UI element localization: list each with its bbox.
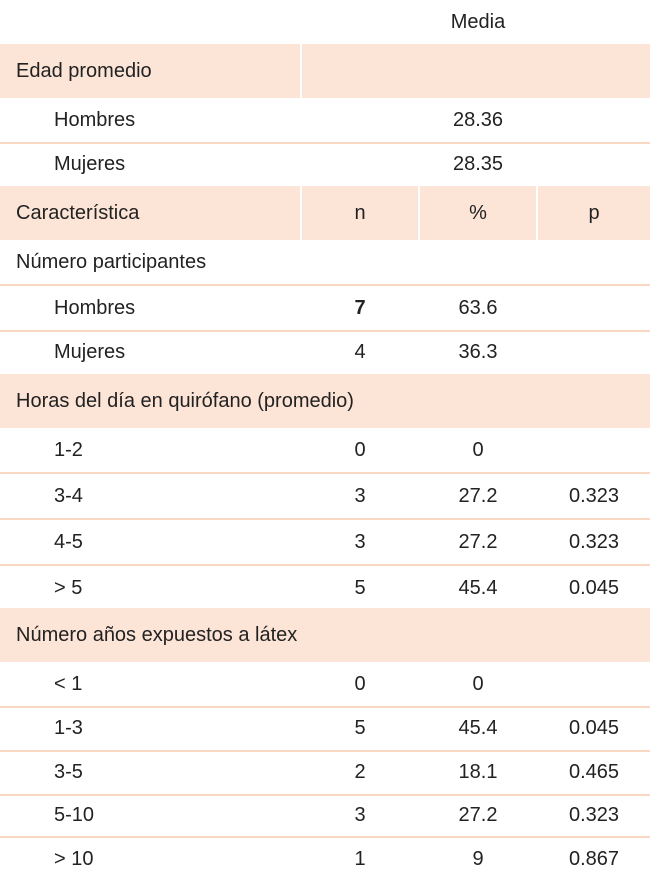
table-row	[0, 750, 650, 796]
p-value: 0.045	[568, 576, 620, 599]
header-caracteristica: Característica	[16, 201, 140, 224]
pct-value: 0	[472, 438, 484, 461]
header-p: p	[588, 201, 600, 224]
n-value: 1	[354, 847, 366, 870]
pct-value: 0	[472, 672, 484, 695]
table-row	[0, 706, 650, 752]
table-row	[0, 794, 650, 838]
n-value: 3	[354, 530, 366, 553]
section-horas-quirofano	[0, 374, 650, 428]
pct-value: 45.4	[458, 716, 498, 739]
table-row	[0, 662, 650, 708]
n-value: 0	[354, 672, 366, 695]
section-title: Número años expuestos a látex	[16, 623, 298, 646]
section-anios-latex	[0, 608, 650, 662]
table-row	[0, 330, 650, 374]
pct-value: 36.3	[458, 340, 498, 363]
row-label: < 1	[54, 672, 83, 695]
n-value: 0	[354, 438, 366, 461]
p-value	[538, 662, 650, 706]
table-row	[0, 286, 650, 332]
row-label: 4-5	[54, 530, 83, 553]
table-row	[0, 428, 650, 474]
row-label: > 5	[54, 576, 83, 599]
header-n: n	[354, 201, 366, 224]
table-row	[0, 566, 650, 610]
n-value: 3	[354, 803, 366, 826]
n-value: 7	[354, 296, 366, 319]
section-edad-promedio	[0, 44, 650, 98]
section-title: Edad promedio	[16, 59, 152, 82]
media-value: 28.35	[452, 152, 504, 175]
n-value: 5	[354, 716, 366, 739]
table-row	[0, 474, 650, 520]
section-numero-participantes	[0, 240, 650, 286]
n-value: 2	[354, 760, 366, 783]
n-value: 3	[354, 484, 366, 507]
row-label: > 10	[54, 847, 94, 870]
media-value: 28.36	[452, 108, 504, 131]
row-label: Mujeres	[54, 340, 126, 363]
pct-value: 45.4	[458, 576, 498, 599]
row-label: 1-3	[54, 716, 83, 739]
pct-value: 27.2	[458, 484, 498, 507]
media-column-header: Media	[450, 10, 506, 33]
row-label: 5-10	[54, 803, 95, 826]
p-value	[538, 286, 650, 330]
pct-value: 63.6	[458, 296, 498, 319]
p-value: 0.323	[568, 803, 620, 826]
section-title: Número participantes	[16, 250, 207, 273]
pct-value: 18.1	[458, 760, 498, 783]
p-value: 0.323	[568, 484, 620, 507]
row-label: 1-2	[54, 438, 83, 461]
pct-value: 27.2	[458, 803, 498, 826]
n-value: 4	[354, 340, 366, 363]
row-label: Mujeres	[54, 152, 126, 175]
table-row-edad-mujeres	[0, 142, 650, 186]
p-value: 0.045	[568, 716, 620, 739]
pct-value: 27.2	[458, 530, 498, 553]
p-value	[538, 428, 650, 472]
section-title: Horas del día en quirófano (promedio)	[16, 389, 354, 412]
media-header-row	[0, 0, 650, 44]
row-label: Hombres	[54, 108, 136, 131]
table-row	[0, 520, 650, 566]
table-row-edad-hombres	[0, 98, 650, 144]
table-row	[0, 838, 650, 880]
p-value	[538, 330, 650, 374]
column-header-row	[0, 186, 650, 240]
p-value: 0.323	[568, 530, 620, 553]
n-value: 5	[354, 576, 366, 599]
row-label: 3-5	[54, 760, 83, 783]
p-value: 0.867	[568, 847, 620, 870]
pct-value: 9	[472, 847, 484, 870]
header-pct: %	[469, 201, 487, 224]
row-label: Hombres	[54, 296, 136, 319]
column-divider	[300, 44, 302, 98]
p-value: 0.465	[568, 760, 620, 783]
row-label: 3-4	[54, 484, 83, 507]
